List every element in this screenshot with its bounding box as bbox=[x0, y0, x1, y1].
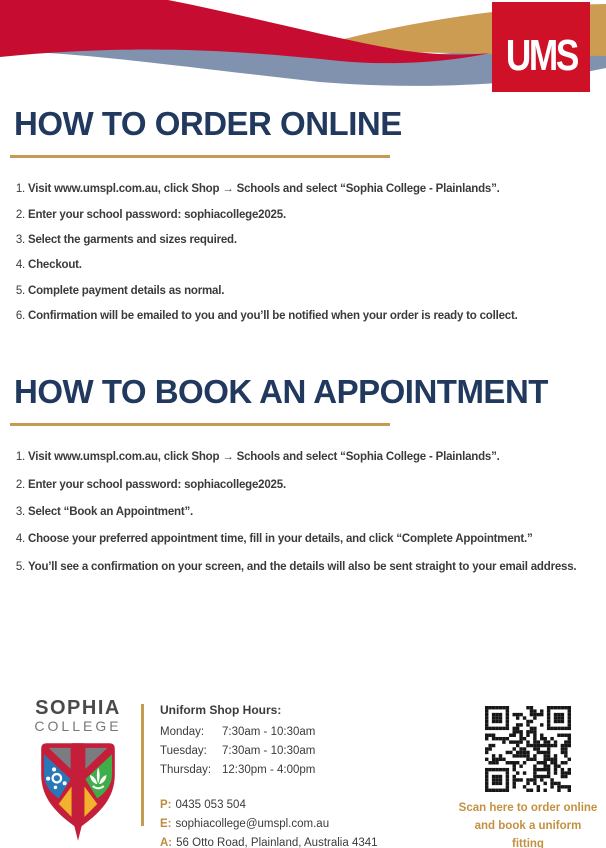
college-logo bbox=[28, 698, 128, 847]
address-label: A: bbox=[160, 836, 173, 848]
order-title-rule bbox=[10, 155, 390, 159]
hours-row bbox=[160, 726, 378, 740]
day-label: Monday: bbox=[160, 726, 205, 738]
qr-block bbox=[458, 706, 598, 848]
order-step: 6. Confirmation will be emailed to you and you’ll be notified when your order is ready to collect. bbox=[28, 310, 606, 324]
contact-row-phone bbox=[160, 799, 378, 813]
time-value: 12:30pm - 4:00pm bbox=[222, 764, 316, 777]
time-value: 7:30am - 10:30am bbox=[222, 745, 316, 758]
hours-row bbox=[160, 745, 378, 759]
college-name-primary: SOPHIA bbox=[35, 697, 121, 719]
college-crest-icon bbox=[32, 737, 124, 847]
qr-code bbox=[485, 706, 571, 792]
appointment-step: 1. Visit www.umspl.com.au, click Shop → Schools and select “Sophia College - Plainlands”. bbox=[28, 451, 606, 465]
order-online-section bbox=[0, 106, 606, 335]
footer-divider bbox=[141, 704, 144, 826]
day-label: Thursday: bbox=[160, 764, 212, 777]
time-value: 7:30am - 10:30am bbox=[222, 726, 316, 738]
ums-logo-text: UMS bbox=[505, 31, 577, 80]
order-step: 2. Enter your school password: sophiacollege2025. bbox=[28, 209, 606, 223]
phone-label: P: bbox=[160, 798, 172, 811]
ums-logo bbox=[492, 2, 590, 92]
day-label: Tuesday: bbox=[160, 745, 207, 758]
appointment-step: 4. Choose your preferred appointment time, fill in your details, and click “Complete Appointment.” bbox=[28, 533, 606, 547]
order-steps-list bbox=[0, 183, 606, 323]
hours-row bbox=[160, 764, 378, 778]
contact-row-address bbox=[160, 837, 378, 848]
email-value: sophiacollege@umspl.com.au bbox=[175, 817, 330, 830]
appointment-step: 3. Select “Book an Appointment”. bbox=[28, 506, 606, 520]
order-step: 3. Select the garments and sizes required. bbox=[28, 234, 606, 248]
shop-info bbox=[160, 703, 378, 848]
qr-caption-line1: Scan here to order online bbox=[458, 802, 598, 814]
address-value: 56 Otto Road, Plainland, Australia 4341 bbox=[176, 836, 378, 848]
appointment-title-rule bbox=[10, 423, 390, 427]
appointment-step: 5. You’ll see a confirmation on your screen, and the details will also be sent straight to your email address. bbox=[28, 561, 606, 575]
contact-row-email bbox=[160, 818, 378, 832]
order-step: 4. Checkout. bbox=[28, 259, 606, 273]
qr-caption-line2: and book a uniform fitting bbox=[474, 819, 582, 848]
appointment-steps-list bbox=[0, 451, 606, 574]
college-name-secondary: COLLEGE bbox=[34, 718, 122, 734]
book-appointment-section bbox=[0, 374, 606, 588]
shop-hours-title: Uniform Shop Hours: bbox=[160, 703, 282, 717]
order-step: 5. Complete payment details as normal. bbox=[28, 285, 606, 299]
order-step: 1. Visit www.umspl.com.au, click Shop → Schools and select “Sophia College - Plainlands”. bbox=[28, 183, 606, 197]
phone-value: 0435 053 504 bbox=[175, 798, 246, 811]
email-label: E: bbox=[160, 817, 172, 830]
contact-block bbox=[160, 799, 378, 848]
appointment-section-title: HOW TO BOOK AN APPOINTMENT bbox=[14, 373, 548, 410]
appointment-step: 2. Enter your school password: sophiacollege2025. bbox=[28, 479, 606, 493]
order-section-title: HOW TO ORDER ONLINE bbox=[14, 105, 402, 142]
